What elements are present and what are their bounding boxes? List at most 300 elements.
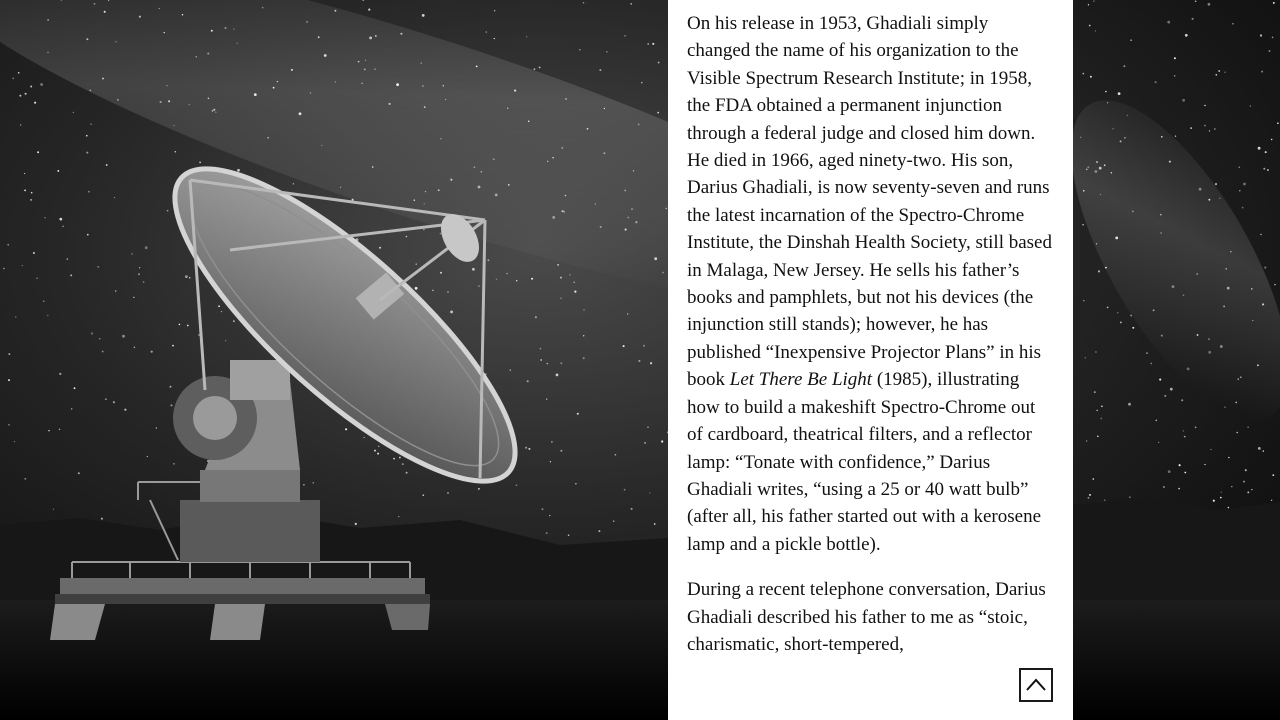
star xyxy=(262,7,264,9)
star xyxy=(14,441,15,442)
star xyxy=(506,273,507,274)
star xyxy=(70,274,72,276)
star xyxy=(1127,115,1128,116)
star xyxy=(1204,464,1205,465)
star xyxy=(631,508,633,510)
star xyxy=(1239,167,1241,169)
star xyxy=(1215,74,1217,76)
star xyxy=(145,246,148,249)
star xyxy=(1096,410,1097,411)
star xyxy=(1251,489,1252,490)
star xyxy=(1271,500,1272,501)
star xyxy=(624,189,626,191)
star xyxy=(507,108,508,109)
star xyxy=(472,268,475,271)
star xyxy=(20,124,21,125)
star xyxy=(358,61,360,63)
star xyxy=(1260,234,1261,235)
star xyxy=(1204,125,1206,127)
star xyxy=(102,78,104,80)
star xyxy=(1161,136,1163,138)
star xyxy=(575,483,576,484)
star xyxy=(375,35,377,37)
star xyxy=(1160,232,1162,234)
star xyxy=(398,516,399,517)
star xyxy=(1167,21,1170,24)
star xyxy=(478,285,479,286)
star xyxy=(443,85,445,87)
star xyxy=(562,210,564,212)
star xyxy=(1214,128,1216,130)
star xyxy=(1197,334,1199,336)
star xyxy=(547,161,548,162)
star xyxy=(1086,169,1088,171)
star xyxy=(218,305,220,307)
star xyxy=(1209,130,1210,131)
star xyxy=(59,429,60,430)
star xyxy=(22,265,23,266)
paragraph-1-text-end: (1985), illustrating how to build a makeshift Spectro-Chrome out of cardboard, theatrical filters, and a reflector lamp: “Tonate with confidence,” Darius Ghadiali writes, “using a 25 or 40 watt bulb” (after all, his father started out with a kerosene lamp and a pickle bottle). xyxy=(687,369,1041,555)
star xyxy=(1228,457,1229,458)
star xyxy=(24,478,26,480)
star xyxy=(175,151,176,152)
star xyxy=(421,62,422,63)
star xyxy=(638,123,640,125)
star xyxy=(1111,172,1113,174)
star xyxy=(1208,199,1210,201)
star xyxy=(560,277,562,279)
star xyxy=(447,492,448,493)
star xyxy=(547,363,548,364)
star xyxy=(485,31,487,33)
star xyxy=(321,145,322,146)
star xyxy=(1204,105,1205,106)
star xyxy=(30,86,32,88)
star xyxy=(447,291,448,292)
star xyxy=(167,210,169,212)
star xyxy=(207,53,209,55)
star xyxy=(1274,284,1275,285)
star xyxy=(583,2,585,4)
star xyxy=(1184,472,1186,474)
star xyxy=(185,275,188,278)
ground xyxy=(0,600,1280,720)
star xyxy=(377,453,379,455)
star xyxy=(525,447,527,449)
star xyxy=(273,87,275,89)
star xyxy=(402,463,404,465)
star xyxy=(1250,105,1251,106)
star xyxy=(1208,3,1211,6)
star xyxy=(173,463,174,464)
star xyxy=(654,257,657,260)
star xyxy=(237,43,238,44)
star xyxy=(1153,309,1155,311)
star xyxy=(1100,418,1102,420)
star xyxy=(577,413,579,415)
star xyxy=(78,472,80,474)
star xyxy=(335,81,336,82)
star xyxy=(1239,190,1240,191)
star xyxy=(1160,214,1161,215)
star xyxy=(1159,379,1161,381)
star xyxy=(1271,139,1272,140)
star xyxy=(1115,237,1118,240)
star xyxy=(1161,335,1163,337)
star xyxy=(1263,450,1264,451)
star xyxy=(1213,500,1215,502)
star xyxy=(91,332,93,334)
star xyxy=(627,313,628,314)
star xyxy=(1272,474,1274,476)
star xyxy=(633,170,634,171)
star xyxy=(1235,402,1237,404)
star xyxy=(277,81,278,82)
star xyxy=(8,379,10,381)
star xyxy=(159,8,160,9)
star xyxy=(1087,166,1089,168)
star xyxy=(1132,327,1134,329)
star xyxy=(364,68,366,70)
star xyxy=(1080,137,1082,139)
star xyxy=(1245,469,1247,471)
star xyxy=(74,387,76,389)
star xyxy=(542,508,544,510)
star xyxy=(224,27,226,29)
star xyxy=(564,211,566,213)
star xyxy=(334,10,336,12)
star xyxy=(565,195,567,197)
star xyxy=(583,309,584,310)
star xyxy=(635,221,637,223)
star xyxy=(139,267,140,268)
star xyxy=(1083,190,1085,192)
star xyxy=(47,19,49,21)
scroll-to-top-button[interactable] xyxy=(1019,668,1053,702)
star xyxy=(1129,496,1130,497)
star xyxy=(104,11,106,13)
star xyxy=(160,101,162,103)
star xyxy=(1247,491,1249,493)
star xyxy=(8,353,10,355)
star xyxy=(657,112,659,114)
star xyxy=(1220,497,1222,499)
star xyxy=(641,82,642,83)
star xyxy=(396,83,399,86)
star xyxy=(212,110,214,112)
star xyxy=(549,515,550,516)
star xyxy=(87,234,89,236)
star xyxy=(647,426,649,428)
star xyxy=(215,111,217,113)
star xyxy=(1086,440,1087,441)
star xyxy=(36,277,38,279)
star xyxy=(105,398,106,399)
star xyxy=(1195,427,1197,429)
star xyxy=(254,93,257,96)
article-paragraph-2: During a recent telephone conversation, Darius Ghadiali described his father to me as “stoic, charismatic, short-tempered, xyxy=(687,579,1046,655)
star xyxy=(1172,285,1175,288)
star xyxy=(557,264,559,266)
star xyxy=(1267,169,1269,171)
star xyxy=(613,520,615,522)
star xyxy=(133,297,134,298)
star xyxy=(526,36,527,37)
star xyxy=(595,203,597,205)
star xyxy=(3,268,5,270)
star xyxy=(1261,71,1263,73)
star xyxy=(546,532,548,534)
star xyxy=(345,428,347,430)
star xyxy=(494,10,495,11)
star xyxy=(598,530,600,532)
star xyxy=(1183,430,1184,431)
star xyxy=(1101,405,1103,407)
star xyxy=(1155,420,1157,422)
star xyxy=(86,152,88,154)
star xyxy=(182,14,183,15)
star xyxy=(355,523,357,525)
star xyxy=(487,259,489,261)
star xyxy=(66,258,68,260)
star xyxy=(170,404,172,406)
star xyxy=(527,380,529,382)
star xyxy=(233,28,234,29)
star xyxy=(189,104,190,105)
star xyxy=(478,186,481,189)
star xyxy=(151,351,153,353)
star xyxy=(99,338,100,339)
star xyxy=(101,518,103,520)
star xyxy=(267,137,269,139)
star xyxy=(1095,351,1097,353)
star xyxy=(1094,391,1096,393)
star xyxy=(12,77,14,79)
star xyxy=(603,152,605,154)
star xyxy=(1100,194,1101,195)
star xyxy=(7,244,9,246)
star xyxy=(170,386,172,388)
star xyxy=(114,197,115,198)
star xyxy=(97,266,99,268)
star xyxy=(625,229,627,231)
star xyxy=(569,274,570,275)
star xyxy=(293,183,294,184)
star xyxy=(94,3,96,5)
star xyxy=(88,191,89,192)
star xyxy=(539,66,541,68)
star xyxy=(211,30,213,32)
star xyxy=(440,233,442,235)
star xyxy=(124,409,126,411)
star xyxy=(440,138,441,139)
star xyxy=(1124,137,1125,138)
star xyxy=(1190,127,1192,129)
star xyxy=(496,279,497,280)
star xyxy=(189,277,190,278)
star xyxy=(1158,442,1159,443)
star xyxy=(1185,34,1188,37)
star xyxy=(1093,0,1094,1)
star xyxy=(1120,140,1122,142)
star xyxy=(1195,1,1197,3)
star xyxy=(113,401,115,403)
star xyxy=(156,427,157,428)
star xyxy=(606,51,607,52)
star xyxy=(1164,395,1166,397)
star xyxy=(1084,357,1085,358)
star xyxy=(550,461,551,462)
star xyxy=(476,65,478,67)
star xyxy=(1163,486,1165,488)
star xyxy=(552,216,555,219)
star xyxy=(369,37,372,40)
star xyxy=(115,41,116,42)
star xyxy=(1097,436,1099,438)
star xyxy=(450,179,452,181)
star xyxy=(213,109,215,111)
star xyxy=(1150,363,1152,365)
star xyxy=(494,38,495,39)
star xyxy=(198,334,199,335)
star xyxy=(650,362,652,364)
star xyxy=(1183,294,1185,296)
star xyxy=(1107,307,1109,309)
star xyxy=(34,102,36,104)
star xyxy=(1225,268,1227,270)
star xyxy=(599,69,601,71)
chevron-up-icon xyxy=(1025,678,1047,692)
star xyxy=(1168,470,1171,473)
star xyxy=(1273,2,1275,4)
star xyxy=(25,93,27,95)
star xyxy=(425,191,426,192)
star xyxy=(1095,170,1098,173)
star xyxy=(1117,312,1118,313)
star xyxy=(493,158,495,160)
star xyxy=(654,523,656,525)
star xyxy=(303,484,305,486)
star xyxy=(147,456,148,457)
star xyxy=(649,492,650,493)
star xyxy=(414,199,416,201)
star xyxy=(37,151,39,153)
star xyxy=(552,157,553,158)
star xyxy=(237,169,240,172)
star xyxy=(422,494,424,496)
star xyxy=(623,345,625,347)
star xyxy=(422,85,424,87)
star xyxy=(574,291,576,293)
star xyxy=(546,398,547,399)
star xyxy=(1083,300,1085,302)
star xyxy=(1277,122,1279,124)
star xyxy=(1199,188,1202,191)
star xyxy=(363,437,364,438)
star xyxy=(179,324,181,326)
star xyxy=(528,120,530,122)
star xyxy=(600,226,602,228)
star xyxy=(8,424,10,426)
star xyxy=(122,335,125,338)
star xyxy=(221,311,222,312)
star xyxy=(1174,57,1176,59)
star xyxy=(361,83,362,84)
star xyxy=(583,335,584,336)
star xyxy=(1223,306,1225,308)
star xyxy=(445,99,446,100)
star xyxy=(106,164,108,166)
star xyxy=(1175,135,1176,136)
star xyxy=(1088,497,1090,499)
star xyxy=(1130,315,1132,317)
star xyxy=(30,199,32,201)
star xyxy=(516,280,517,281)
star xyxy=(1089,25,1091,27)
star xyxy=(481,171,483,173)
star xyxy=(379,247,381,249)
star xyxy=(86,38,88,40)
star xyxy=(1132,211,1134,213)
star xyxy=(310,92,311,93)
star xyxy=(661,440,663,442)
star xyxy=(438,189,440,191)
star xyxy=(514,90,516,92)
star xyxy=(423,229,424,230)
star xyxy=(540,348,542,350)
star xyxy=(143,281,144,282)
star xyxy=(551,441,553,443)
star xyxy=(1224,72,1225,73)
star xyxy=(115,290,116,291)
star xyxy=(1232,23,1234,25)
star xyxy=(662,272,664,274)
star xyxy=(560,362,562,364)
star xyxy=(1224,406,1225,407)
star xyxy=(1263,168,1265,170)
star xyxy=(40,83,43,86)
star xyxy=(1105,267,1107,269)
star xyxy=(368,9,370,11)
star xyxy=(138,273,140,275)
star xyxy=(59,373,61,375)
star xyxy=(365,60,366,61)
star xyxy=(44,217,45,218)
star xyxy=(117,99,119,101)
star xyxy=(1236,432,1238,434)
star xyxy=(139,16,141,18)
star xyxy=(90,123,92,125)
star xyxy=(1265,151,1267,153)
star xyxy=(131,253,132,254)
star xyxy=(102,351,104,353)
star xyxy=(1258,147,1261,150)
star xyxy=(1082,224,1083,225)
article-paragraph-1 xyxy=(687,10,1053,558)
star xyxy=(24,173,25,174)
star xyxy=(1096,161,1098,163)
star xyxy=(1112,128,1113,129)
article-page xyxy=(668,0,1073,720)
star xyxy=(172,345,174,347)
star xyxy=(19,95,21,97)
star xyxy=(573,281,575,283)
star xyxy=(1210,449,1211,450)
star xyxy=(1269,50,1271,52)
star xyxy=(1123,65,1125,67)
star xyxy=(1262,303,1264,305)
star xyxy=(658,62,660,64)
